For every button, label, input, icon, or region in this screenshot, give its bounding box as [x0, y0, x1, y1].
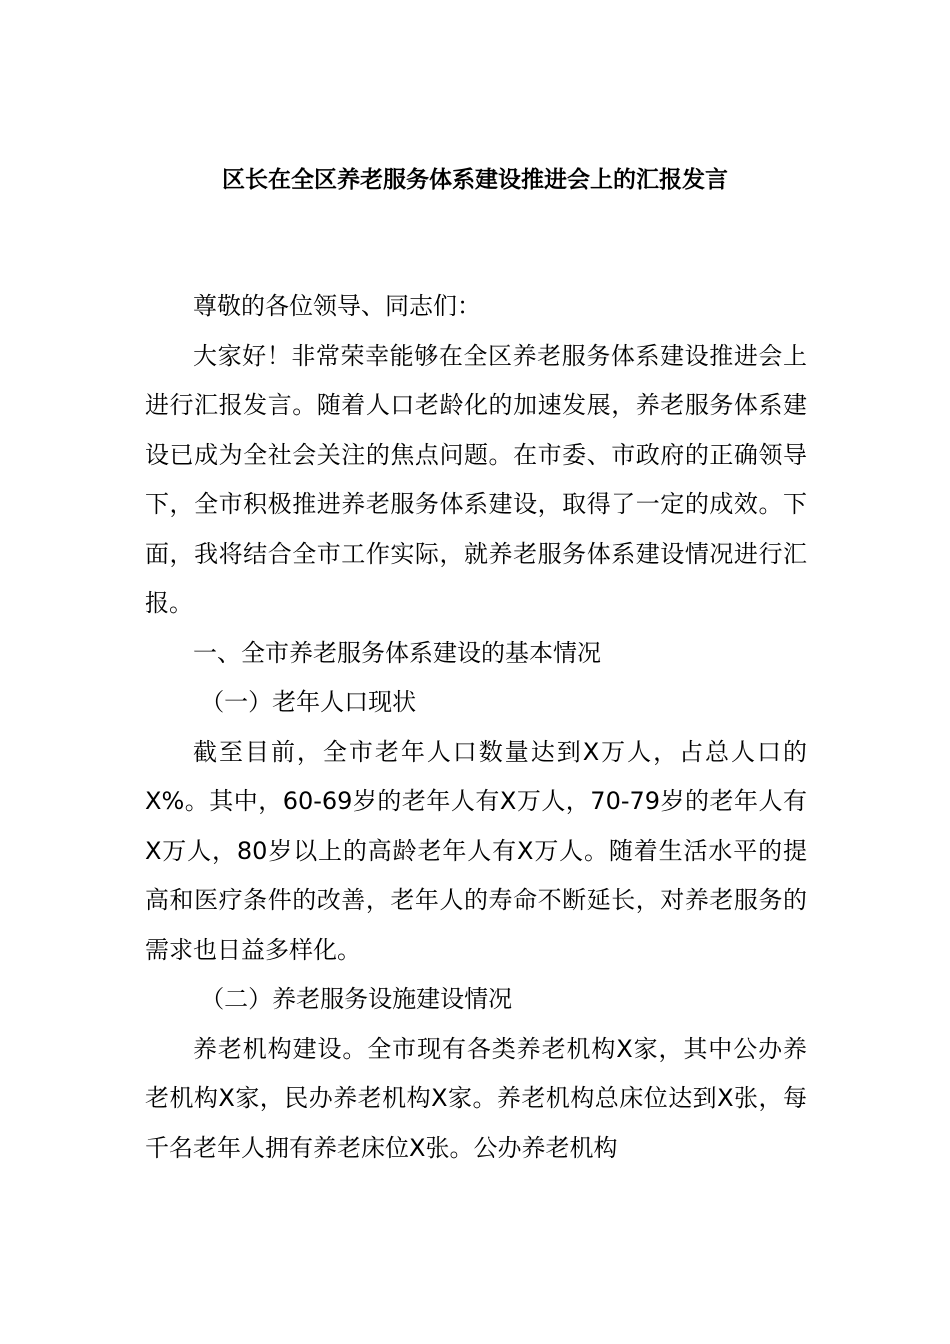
facilities-paragraph: 养老机构建设。全市现有各类养老机构X家，其中公办养老机构X家，民办养老机构X家。养老机构总床位达到X张，每千名老年人拥有养老床位X张。公办养老机构	[145, 1034, 807, 1162]
document-title: 区长在全区养老服务体系建设推进会上的汇报发言	[222, 167, 728, 193]
subsection-heading-2: （二）养老服务设施建设情况	[200, 985, 513, 1013]
subsection-heading-1: （一）老年人口现状	[200, 688, 417, 716]
document-body	[145, 282, 807, 1173]
opening-paragraph: 大家好！非常荣幸能够在全区养老服务体系建设推进会上进行汇报发言。随着人口老龄化的加速发展，养老服务体系建设已成为全社会关注的焦点问题。在市委、市政府的正确领导下，全市积极推进养老服务体系建设，取得了一定的成效。下面，我将结合全市工作实际，就养老服务体系建设情况进行汇报。	[145, 341, 807, 617]
salutation: 尊敬的各位领导、同志们：	[193, 292, 481, 320]
population-paragraph: 截至目前，全市老年人口数量达到X万人，占总人口的X%。其中，60-69岁的老年人有X万人，70-79岁的老年人有X万人，80岁以上的高龄老年人有X万人。随着生活水平的提高和医疗条件的改善，老年人的寿命不断延长，对养老服务的需求也日益多样化。	[145, 737, 807, 964]
section-heading-1: 一、全市养老服务体系建设的基本情况	[193, 638, 601, 667]
